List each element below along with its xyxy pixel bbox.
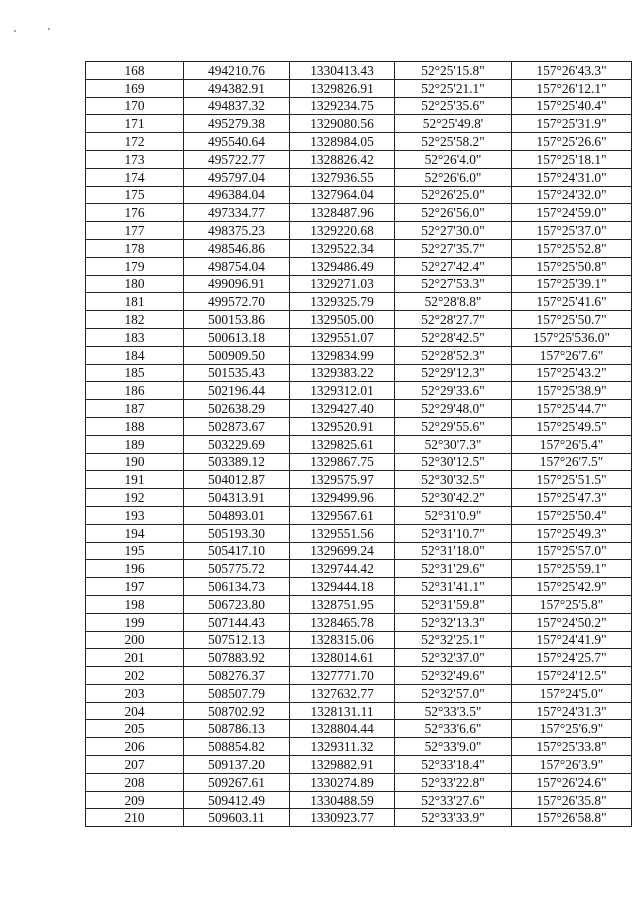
latitude-cell: 52°33'27.6" (395, 791, 512, 809)
table-row (86, 738, 632, 756)
longitude-cell: 157°25'47.3" (512, 489, 632, 507)
x-coordinate-cell: 496384.04 (184, 186, 290, 204)
longitude-cell: 157°25'5.8" (512, 595, 632, 613)
x-coordinate-cell: 508507.79 (184, 684, 290, 702)
table-row (86, 133, 632, 151)
x-coordinate-cell: 506134.73 (184, 578, 290, 596)
latitude-cell: 52°27'53.3" (395, 275, 512, 293)
longitude-cell: 157°25'43.2" (512, 364, 632, 382)
table-row (86, 400, 632, 418)
longitude-cell: 157°25'37.0" (512, 222, 632, 240)
latitude-cell: 52°27'35.7" (395, 239, 512, 257)
y-coordinate-cell: 1329699.24 (290, 542, 395, 560)
y-coordinate-cell: 1330274.89 (290, 773, 395, 791)
table-row (86, 524, 632, 542)
table-row (86, 293, 632, 311)
point-number-cell: 177 (86, 222, 184, 240)
table-row (86, 809, 632, 827)
y-coordinate-cell: 1329080.56 (290, 115, 395, 133)
scan-speck-marks (14, 28, 54, 34)
latitude-cell: 52°28'8.8" (395, 293, 512, 311)
point-number-cell: 193 (86, 506, 184, 524)
latitude-cell: 52°31'18.0" (395, 542, 512, 560)
table-row (86, 791, 632, 809)
coordinates-table (85, 61, 632, 827)
longitude-cell: 157°26'7.5" (512, 453, 632, 471)
point-number-cell: 173 (86, 150, 184, 168)
x-coordinate-cell: 498546.86 (184, 239, 290, 257)
longitude-cell: 157°26'58.8" (512, 809, 632, 827)
y-coordinate-cell: 1329486.49 (290, 257, 395, 275)
x-coordinate-cell: 500613.18 (184, 328, 290, 346)
table-row (86, 684, 632, 702)
point-number-cell: 192 (86, 489, 184, 507)
point-number-cell: 181 (86, 293, 184, 311)
table-row (86, 613, 632, 631)
latitude-cell: 52°26'25.0" (395, 186, 512, 204)
table-row (86, 62, 632, 80)
longitude-cell: 157°25'50.8" (512, 257, 632, 275)
x-coordinate-cell: 509267.61 (184, 773, 290, 791)
x-coordinate-cell: 506723.80 (184, 595, 290, 613)
table-row (86, 471, 632, 489)
y-coordinate-cell: 1328984.05 (290, 133, 395, 151)
point-number-cell: 171 (86, 115, 184, 133)
table-row (86, 631, 632, 649)
y-coordinate-cell: 1327936.55 (290, 168, 395, 186)
longitude-cell: 157°26'7.6" (512, 346, 632, 364)
x-coordinate-cell: 508786.13 (184, 720, 290, 738)
point-number-cell: 178 (86, 239, 184, 257)
longitude-cell: 157°25'52.8" (512, 239, 632, 257)
table-row (86, 311, 632, 329)
point-number-cell: 206 (86, 738, 184, 756)
table-row (86, 773, 632, 791)
longitude-cell: 157°25'26.6" (512, 133, 632, 151)
longitude-cell: 157°26'43.3" (512, 62, 632, 80)
x-coordinate-cell: 503229.69 (184, 435, 290, 453)
table-row (86, 79, 632, 97)
latitude-cell: 52°32'37.0" (395, 649, 512, 667)
longitude-cell: 157°24'32.0" (512, 186, 632, 204)
x-coordinate-cell: 502873.67 (184, 417, 290, 435)
longitude-cell: 157°25'41.6" (512, 293, 632, 311)
table-row (86, 222, 632, 240)
y-coordinate-cell: 1329567.61 (290, 506, 395, 524)
latitude-cell: 52°30'12.5" (395, 453, 512, 471)
latitude-cell: 52°31'10.7" (395, 524, 512, 542)
point-number-cell: 204 (86, 702, 184, 720)
y-coordinate-cell: 1329311.32 (290, 738, 395, 756)
latitude-cell: 52°32'25.1" (395, 631, 512, 649)
y-coordinate-cell: 1329234.75 (290, 97, 395, 115)
point-number-cell: 197 (86, 578, 184, 596)
x-coordinate-cell: 505417.10 (184, 542, 290, 560)
y-coordinate-cell: 1328751.95 (290, 595, 395, 613)
point-number-cell: 208 (86, 773, 184, 791)
longitude-cell: 157°25'50.7" (512, 311, 632, 329)
latitude-cell: 52°30'7.3" (395, 435, 512, 453)
latitude-cell: 52°30'32.5" (395, 471, 512, 489)
table-row (86, 239, 632, 257)
x-coordinate-cell: 499096.91 (184, 275, 290, 293)
point-number-cell: 195 (86, 542, 184, 560)
longitude-cell: 157°26'12.1" (512, 79, 632, 97)
x-coordinate-cell: 504012.87 (184, 471, 290, 489)
x-coordinate-cell: 498375.23 (184, 222, 290, 240)
longitude-cell: 157°24'59.0" (512, 204, 632, 222)
latitude-cell: 52°32'13.3" (395, 613, 512, 631)
latitude-cell: 52°28'27.7" (395, 311, 512, 329)
y-coordinate-cell: 1328131.11 (290, 702, 395, 720)
y-coordinate-cell: 1329834.99 (290, 346, 395, 364)
x-coordinate-cell: 505775.72 (184, 560, 290, 578)
latitude-cell: 52°29'55.6" (395, 417, 512, 435)
point-number-cell: 172 (86, 133, 184, 151)
latitude-cell: 52°31'41.1" (395, 578, 512, 596)
latitude-cell: 52°26'56.0" (395, 204, 512, 222)
y-coordinate-cell: 1328014.61 (290, 649, 395, 667)
longitude-cell: 157°25'50.4" (512, 506, 632, 524)
table-row (86, 382, 632, 400)
longitude-cell: 157°24'41.9" (512, 631, 632, 649)
y-coordinate-cell: 1329520.91 (290, 417, 395, 435)
longitude-cell: 157°25'39.1" (512, 275, 632, 293)
point-number-cell: 207 (86, 756, 184, 774)
y-coordinate-cell: 1327632.77 (290, 684, 395, 702)
x-coordinate-cell: 502196.44 (184, 382, 290, 400)
point-number-cell: 189 (86, 435, 184, 453)
table-row (86, 649, 632, 667)
longitude-cell: 157°24'25.7" (512, 649, 632, 667)
x-coordinate-cell: 509137.20 (184, 756, 290, 774)
point-number-cell: 191 (86, 471, 184, 489)
table-row (86, 150, 632, 168)
y-coordinate-cell: 1328465.78 (290, 613, 395, 631)
point-number-cell: 184 (86, 346, 184, 364)
y-coordinate-cell: 1329383.22 (290, 364, 395, 382)
x-coordinate-cell: 501535.43 (184, 364, 290, 382)
longitude-cell: 157°25'6.9" (512, 720, 632, 738)
table-row (86, 560, 632, 578)
latitude-cell: 52°33'33.9" (395, 809, 512, 827)
longitude-cell: 157°24'31.3" (512, 702, 632, 720)
x-coordinate-cell: 499572.70 (184, 293, 290, 311)
y-coordinate-cell: 1330923.77 (290, 809, 395, 827)
point-number-cell: 188 (86, 417, 184, 435)
point-number-cell: 174 (86, 168, 184, 186)
point-number-cell: 185 (86, 364, 184, 382)
y-coordinate-cell: 1329220.68 (290, 222, 395, 240)
x-coordinate-cell: 504893.01 (184, 506, 290, 524)
table-row (86, 720, 632, 738)
x-coordinate-cell: 494210.76 (184, 62, 290, 80)
x-coordinate-cell: 509412.49 (184, 791, 290, 809)
longitude-cell: 157°24'12.5" (512, 667, 632, 685)
longitude-cell: 157°25'49.5" (512, 417, 632, 435)
longitude-cell: 157°26'35.8" (512, 791, 632, 809)
longitude-cell: 157°25'33.8" (512, 738, 632, 756)
table-row (86, 595, 632, 613)
latitude-cell: 52°29'12.3" (395, 364, 512, 382)
x-coordinate-cell: 498754.04 (184, 257, 290, 275)
y-coordinate-cell: 1328826.42 (290, 150, 395, 168)
x-coordinate-cell: 494837.32 (184, 97, 290, 115)
point-number-cell: 175 (86, 186, 184, 204)
table-row (86, 417, 632, 435)
point-number-cell: 210 (86, 809, 184, 827)
latitude-cell: 52°32'57.0" (395, 684, 512, 702)
latitude-cell: 52°25'21.1" (395, 79, 512, 97)
longitude-cell: 157°24'50.2" (512, 613, 632, 631)
latitude-cell: 52°25'15.8" (395, 62, 512, 80)
y-coordinate-cell: 1329882.91 (290, 756, 395, 774)
point-number-cell: 194 (86, 524, 184, 542)
longitude-cell: 157°26'24.6" (512, 773, 632, 791)
y-coordinate-cell: 1329522.34 (290, 239, 395, 257)
latitude-cell: 52°33'9.0" (395, 738, 512, 756)
latitude-cell: 52°33'6.6" (395, 720, 512, 738)
longitude-cell: 157°25'42.9" (512, 578, 632, 596)
x-coordinate-cell: 508702.92 (184, 702, 290, 720)
table-row (86, 328, 632, 346)
latitude-cell: 52°33'22.8" (395, 773, 512, 791)
longitude-cell: 157°24'31.0" (512, 168, 632, 186)
longitude-cell: 157°25'40.4" (512, 97, 632, 115)
latitude-cell: 52°32'49.6" (395, 667, 512, 685)
x-coordinate-cell: 507883.92 (184, 649, 290, 667)
longitude-cell: 157°26'5.4" (512, 435, 632, 453)
y-coordinate-cell: 1329826.91 (290, 79, 395, 97)
x-coordinate-cell: 495797.04 (184, 168, 290, 186)
latitude-cell: 52°27'30.0" (395, 222, 512, 240)
x-coordinate-cell: 503389.12 (184, 453, 290, 471)
point-number-cell: 200 (86, 631, 184, 649)
point-number-cell: 201 (86, 649, 184, 667)
latitude-cell: 52°33'3.5" (395, 702, 512, 720)
longitude-cell: 157°25'18.1" (512, 150, 632, 168)
x-coordinate-cell: 495722.77 (184, 150, 290, 168)
point-number-cell: 179 (86, 257, 184, 275)
point-number-cell: 182 (86, 311, 184, 329)
point-number-cell: 180 (86, 275, 184, 293)
y-coordinate-cell: 1330413.43 (290, 62, 395, 80)
x-coordinate-cell: 509603.11 (184, 809, 290, 827)
latitude-cell: 52°26'4.0" (395, 150, 512, 168)
point-number-cell: 190 (86, 453, 184, 471)
table-row (86, 204, 632, 222)
x-coordinate-cell: 494382.91 (184, 79, 290, 97)
point-number-cell: 202 (86, 667, 184, 685)
point-number-cell: 203 (86, 684, 184, 702)
y-coordinate-cell: 1328487.96 (290, 204, 395, 222)
y-coordinate-cell: 1329505.00 (290, 311, 395, 329)
table-row (86, 667, 632, 685)
latitude-cell: 52°31'29.6" (395, 560, 512, 578)
table-row (86, 702, 632, 720)
y-coordinate-cell: 1329551.07 (290, 328, 395, 346)
longitude-cell: 157°25'49.3" (512, 524, 632, 542)
y-coordinate-cell: 1330488.59 (290, 791, 395, 809)
table-row (86, 186, 632, 204)
x-coordinate-cell: 507512.13 (184, 631, 290, 649)
y-coordinate-cell: 1329499.96 (290, 489, 395, 507)
longitude-cell: 157°25'57.0" (512, 542, 632, 560)
y-coordinate-cell: 1329867.75 (290, 453, 395, 471)
table-row (86, 257, 632, 275)
y-coordinate-cell: 1328315.06 (290, 631, 395, 649)
latitude-cell: 52°30'42.2" (395, 489, 512, 507)
table-row (86, 756, 632, 774)
table-row (86, 168, 632, 186)
longitude-cell: 157°25'536.0" (512, 328, 632, 346)
x-coordinate-cell: 500153.86 (184, 311, 290, 329)
x-coordinate-cell: 495279.38 (184, 115, 290, 133)
latitude-cell: 52°29'33.6" (395, 382, 512, 400)
point-number-cell: 199 (86, 613, 184, 631)
latitude-cell: 52°26'6.0" (395, 168, 512, 186)
table-row (86, 578, 632, 596)
longitude-cell: 157°26'3.9" (512, 756, 632, 774)
table-row (86, 506, 632, 524)
point-number-cell: 209 (86, 791, 184, 809)
latitude-cell: 52°31'0.9" (395, 506, 512, 524)
y-coordinate-cell: 1329427.40 (290, 400, 395, 418)
table-row (86, 542, 632, 560)
point-number-cell: 170 (86, 97, 184, 115)
latitude-cell: 52°33'18.4" (395, 756, 512, 774)
x-coordinate-cell: 502638.29 (184, 400, 290, 418)
point-number-cell: 187 (86, 400, 184, 418)
y-coordinate-cell: 1329312.01 (290, 382, 395, 400)
y-coordinate-cell: 1329575.97 (290, 471, 395, 489)
latitude-cell: 52°28'42.5" (395, 328, 512, 346)
longitude-cell: 157°24'5.0" (512, 684, 632, 702)
table-row (86, 346, 632, 364)
y-coordinate-cell: 1329825.61 (290, 435, 395, 453)
x-coordinate-cell: 505193.30 (184, 524, 290, 542)
table-row (86, 489, 632, 507)
x-coordinate-cell: 495540.64 (184, 133, 290, 151)
y-coordinate-cell: 1327964.04 (290, 186, 395, 204)
latitude-cell: 52°31'59.8" (395, 595, 512, 613)
y-coordinate-cell: 1329444.18 (290, 578, 395, 596)
y-coordinate-cell: 1328804.44 (290, 720, 395, 738)
latitude-cell: 52°27'42.4" (395, 257, 512, 275)
table-row (86, 435, 632, 453)
y-coordinate-cell: 1329551.56 (290, 524, 395, 542)
latitude-cell: 52°28'52.3" (395, 346, 512, 364)
longitude-cell: 157°25'38.9" (512, 382, 632, 400)
point-number-cell: 168 (86, 62, 184, 80)
longitude-cell: 157°25'51.5" (512, 471, 632, 489)
latitude-cell: 52°25'35.6" (395, 97, 512, 115)
point-number-cell: 169 (86, 79, 184, 97)
point-number-cell: 196 (86, 560, 184, 578)
latitude-cell: 52°25'58.2" (395, 133, 512, 151)
x-coordinate-cell: 507144.43 (184, 613, 290, 631)
y-coordinate-cell: 1327771.70 (290, 667, 395, 685)
y-coordinate-cell: 1329744.42 (290, 560, 395, 578)
table-row (86, 97, 632, 115)
point-number-cell: 198 (86, 595, 184, 613)
y-coordinate-cell: 1329271.03 (290, 275, 395, 293)
x-coordinate-cell: 504313.91 (184, 489, 290, 507)
y-coordinate-cell: 1329325.79 (290, 293, 395, 311)
point-number-cell: 186 (86, 382, 184, 400)
coordinates-table-body (86, 62, 632, 827)
latitude-cell: 52°25'49.8' (395, 115, 512, 133)
longitude-cell: 157°25'44.7" (512, 400, 632, 418)
x-coordinate-cell: 500909.50 (184, 346, 290, 364)
table-row (86, 364, 632, 382)
latitude-cell: 52°29'48.0" (395, 400, 512, 418)
x-coordinate-cell: 497334.77 (184, 204, 290, 222)
table-row (86, 453, 632, 471)
point-number-cell: 176 (86, 204, 184, 222)
x-coordinate-cell: 508276.37 (184, 667, 290, 685)
table-row (86, 115, 632, 133)
point-number-cell: 183 (86, 328, 184, 346)
table-row (86, 275, 632, 293)
point-number-cell: 205 (86, 720, 184, 738)
x-coordinate-cell: 508854.82 (184, 738, 290, 756)
longitude-cell: 157°25'31.9" (512, 115, 632, 133)
longitude-cell: 157°25'59.1" (512, 560, 632, 578)
